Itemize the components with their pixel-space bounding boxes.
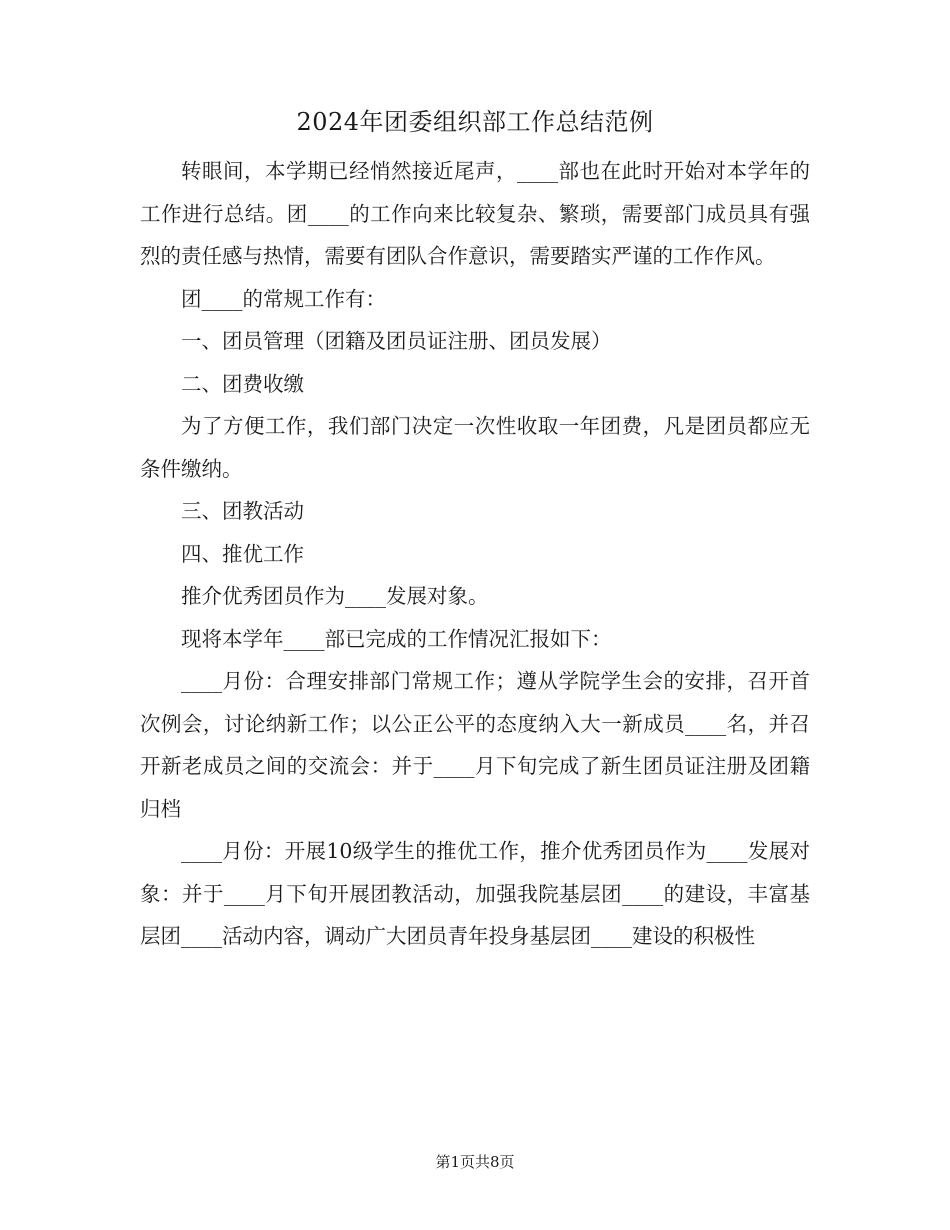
paragraph-routine-heading: 团____的常规工作有： [181, 286, 386, 311]
paragraph-item-3: 三、团教活动 [181, 499, 304, 523]
paragraph-recommend: 推介优秀团员作为____发展对象。 [181, 584, 489, 608]
page-number: 第1页共8页 [435, 1153, 515, 1171]
paragraph-month-2: ____月份：开展10级学生的推优工作，推介优秀团员作为____发展对象：并于____月下旬开展团教活动，加强我院基层团____的建设，丰富基层团____活动内容，调动广大团员青年投身基层团____建设的积极性 [140, 839, 810, 948]
paragraph-item-2: 二、团费收缴 [181, 371, 304, 396]
paragraph-month-1: ____月份：合理安排部门常规工作；遵从学院学生会的安排，召开首次例会，讨论纳新工作；以公正公平的态度纳入大一新成员____名，并召开新老成员之间的交流会：并于____月下旬完成了新生团员证注册及团籍归档 [140, 669, 810, 821]
paragraph-fee-note: 为了方便工作，我们部门决定一次性收取一年团费，凡是团员都应无条件缴纳。 [140, 414, 810, 481]
paragraph-item-4: 四、推优工作 [181, 541, 304, 566]
document-body [140, 150, 810, 958]
paragraph-report-intro: 现将本学年____部已完成的工作情况汇报如下： [181, 626, 612, 651]
document-title: 2024年团委组织部工作总结范例 [296, 108, 654, 136]
paragraph-item-1: 一、团员管理（团籍及团员证注册、团员发展） [181, 329, 612, 353]
paragraph-intro: 转眼间，本学期已经悄然接近尾声，____部也在此时开始对本学年的工作进行总结。团____的工作向来比较复杂、繁琐，需要部门成员具有强烈的责任感与热情，需要有团队合作意识，需要踏实严谨的工作作风。 [140, 159, 810, 268]
